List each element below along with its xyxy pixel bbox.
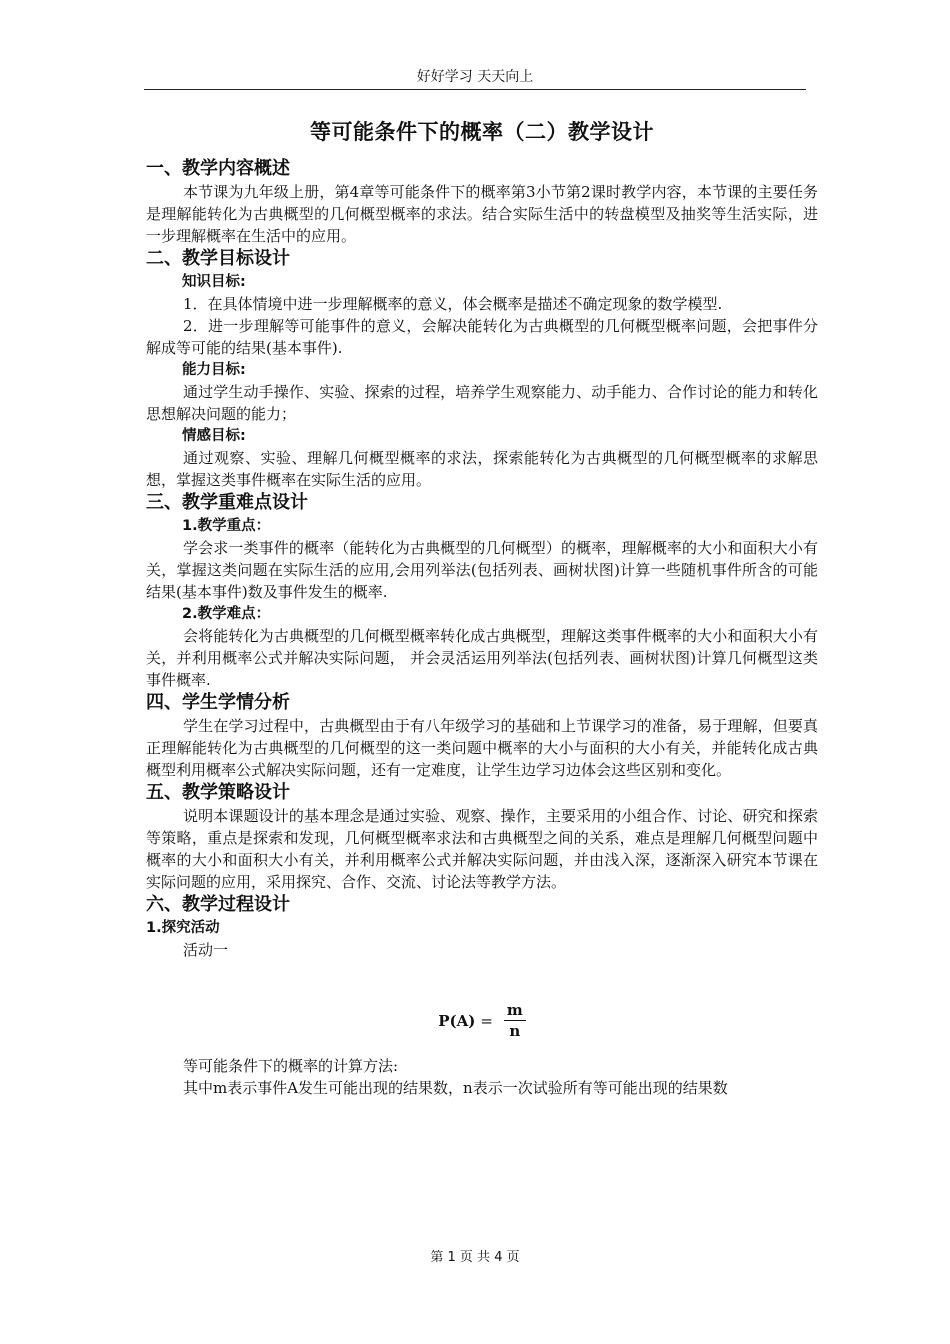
subheading-exploration-activity: 1.探究活动 [146, 920, 220, 936]
paragraph: 通过学生动手操作、实验、探索的过程，培养学生观察能力、动手能力、合作讨论的能力和转化思想解决问题的能力； [146, 383, 818, 423]
section-heading-strategy: 五、教学策略设计 [146, 782, 290, 803]
section-heading-student-analysis: 四、学生学情分析 [146, 692, 290, 713]
header-divider [144, 89, 806, 90]
formula-denominator: n [509, 1022, 521, 1040]
document-title: 等可能条件下的概率（二）教学设计 [310, 120, 654, 144]
section-heading-objectives: 二、教学目标设计 [146, 248, 290, 269]
paragraph: 本节课为九年级上册，第4章等可能条件下的概率第3小节第2课时教学内容，本节课的主要任务是理解能转化为古典概型的几何概型概率的求法。结合实际生活中的转盘模型及抽奖等生活实际，进一步理解概率在生活中的应用。 [146, 183, 818, 245]
formula-equals: = [480, 1012, 493, 1030]
subheading-emotion-objective: 情感目标: [182, 428, 246, 444]
subheading-teaching-difficulty: 2.教学难点： [182, 606, 271, 622]
paragraph: 通过观察、实验、理解几何概型概率的求法，探索能转化为古典概型的几何概型概率的求解思想，掌握这类事件概率在实际生活的应用。 [146, 449, 818, 489]
subheading-teaching-focus: 1.教学重点： [182, 518, 271, 534]
paragraph: 会将能转化为古典概型的几何概型概率转化成古典概型，理解这类事件概率的大小和面积大小有关，并利用概率公式并解决实际问题， 并会灵活运用列举法(包括列表、画树状图)计算几何概型这类事件概率. [146, 627, 818, 689]
section-heading-content-overview: 一、教学内容概述 [146, 158, 290, 179]
paragraph: 等可能条件下的概率的计算方法: [183, 1057, 399, 1075]
page-footer: 第 1 页 共 4 页 [430, 1250, 520, 1265]
subheading-ability-objective: 能力目标: [182, 362, 246, 378]
activity-label: 活动一 [183, 941, 229, 959]
subheading-knowledge-objective: 知识目标: [182, 274, 246, 290]
paragraph: 1．在具体情境中进一步理解概率的意义，体会概率是描述不确定现象的数学模型. [183, 295, 723, 313]
paragraph: 2．进一步理解等可能事件的意义，会解决能转化为古典概型的几何概型概率问题，会把事件分解成等可能的结果(基本事件). [146, 317, 818, 357]
section-heading-key-points: 三、教学重难点设计 [146, 492, 308, 513]
document-body [146, 113, 818, 1099]
page-header: 好好学习 天天向上 [416, 69, 534, 85]
paragraph: 其中m表示事件A发生可能出现的结果数，n表示一次试验所有等可能出现的结果数 [183, 1079, 728, 1097]
formula-numerator: m [504, 1001, 526, 1021]
paragraph: 学会求一类事件的概率（能转化为古典概型的几何概型）的概率，理解概率的大小和面积大小有关，掌握这类问题在实际生活的应用,会用列举法(包括列表、画树状图)计算一些随机事件所含的可能结果(基本事件)数及事件发生的概率. [146, 539, 818, 601]
formula-fraction [504, 1001, 526, 1041]
formula-lhs: P(A) [438, 1012, 476, 1030]
section-heading-process: 六、教学过程设计 [146, 894, 290, 915]
paragraph: 学生在学习过程中，古典概型由于有八年级学习的基础和上节课学习的准备，易于理解，但要真正理解能转化为古典概型的几何概型的这一类问题中概率的大小与面积的大小有关，并能转化成古典概型利用概率公式解决实际问题，还有一定难度，让学生边学习边体会这些区别和变化。 [146, 717, 818, 779]
paragraph: 说明本课题设计的基本理念是通过实验、观察、操作，主要采用的小组合作、讨论、研究和探索等策略，重点是探索和发现，几何概型概率求法和古典概型之间的关系，难点是理解几何概型问题中概率的大小和面积大小有关，并利用概率公式并解决实际问题，并由浅入深，逐渐深入研究本节课在实际问题的应用，采用探究、合作、交流、讨论法等教学方法。 [146, 807, 818, 891]
probability-formula [146, 995, 818, 1047]
